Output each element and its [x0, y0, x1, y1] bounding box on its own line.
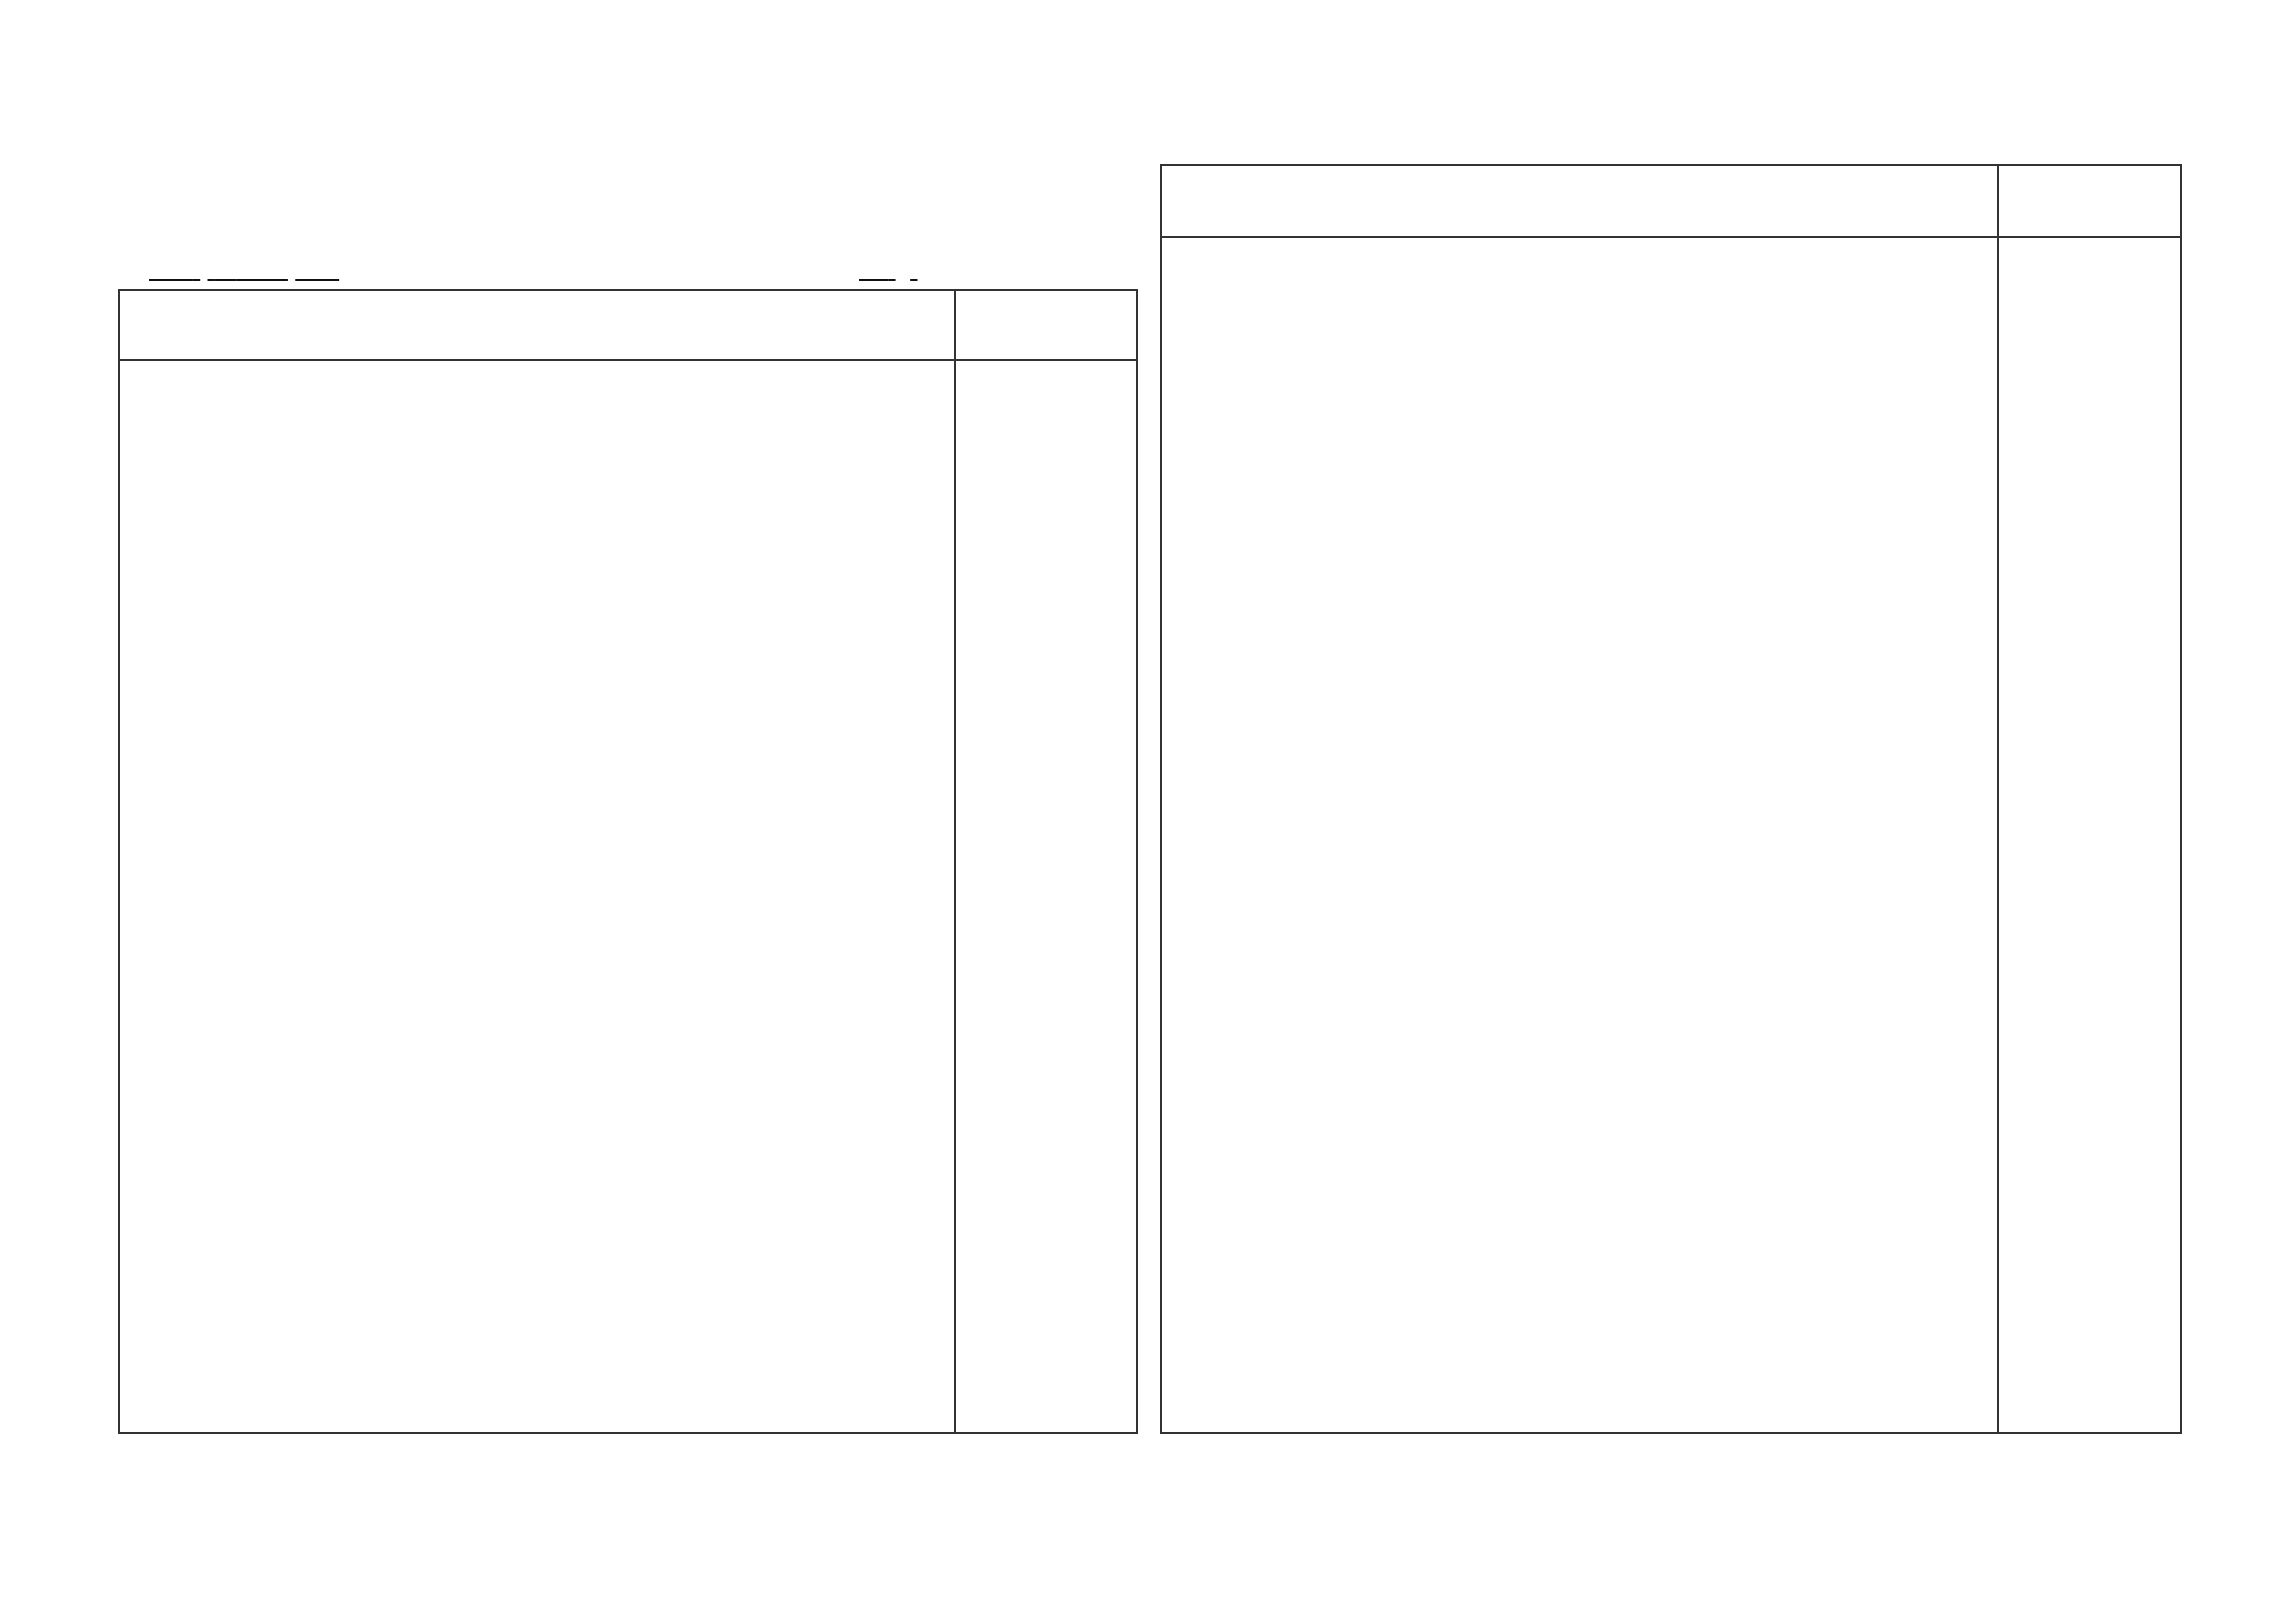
grade-value — [149, 257, 193, 283]
header-divider — [120, 359, 1136, 361]
month-value — [910, 257, 917, 283]
unit-value — [208, 257, 237, 283]
column-divider — [1997, 166, 1999, 1432]
year-value — [859, 257, 896, 283]
subject-value — [193, 257, 200, 283]
header-divider — [1162, 236, 2180, 238]
right-lesson-table — [1160, 164, 2182, 1434]
column-divider — [954, 291, 956, 1432]
group-blank — [237, 257, 288, 283]
left-lesson-table — [118, 289, 1138, 1434]
meta-line — [149, 257, 339, 283]
author-value — [295, 257, 339, 283]
date-line — [859, 257, 939, 283]
